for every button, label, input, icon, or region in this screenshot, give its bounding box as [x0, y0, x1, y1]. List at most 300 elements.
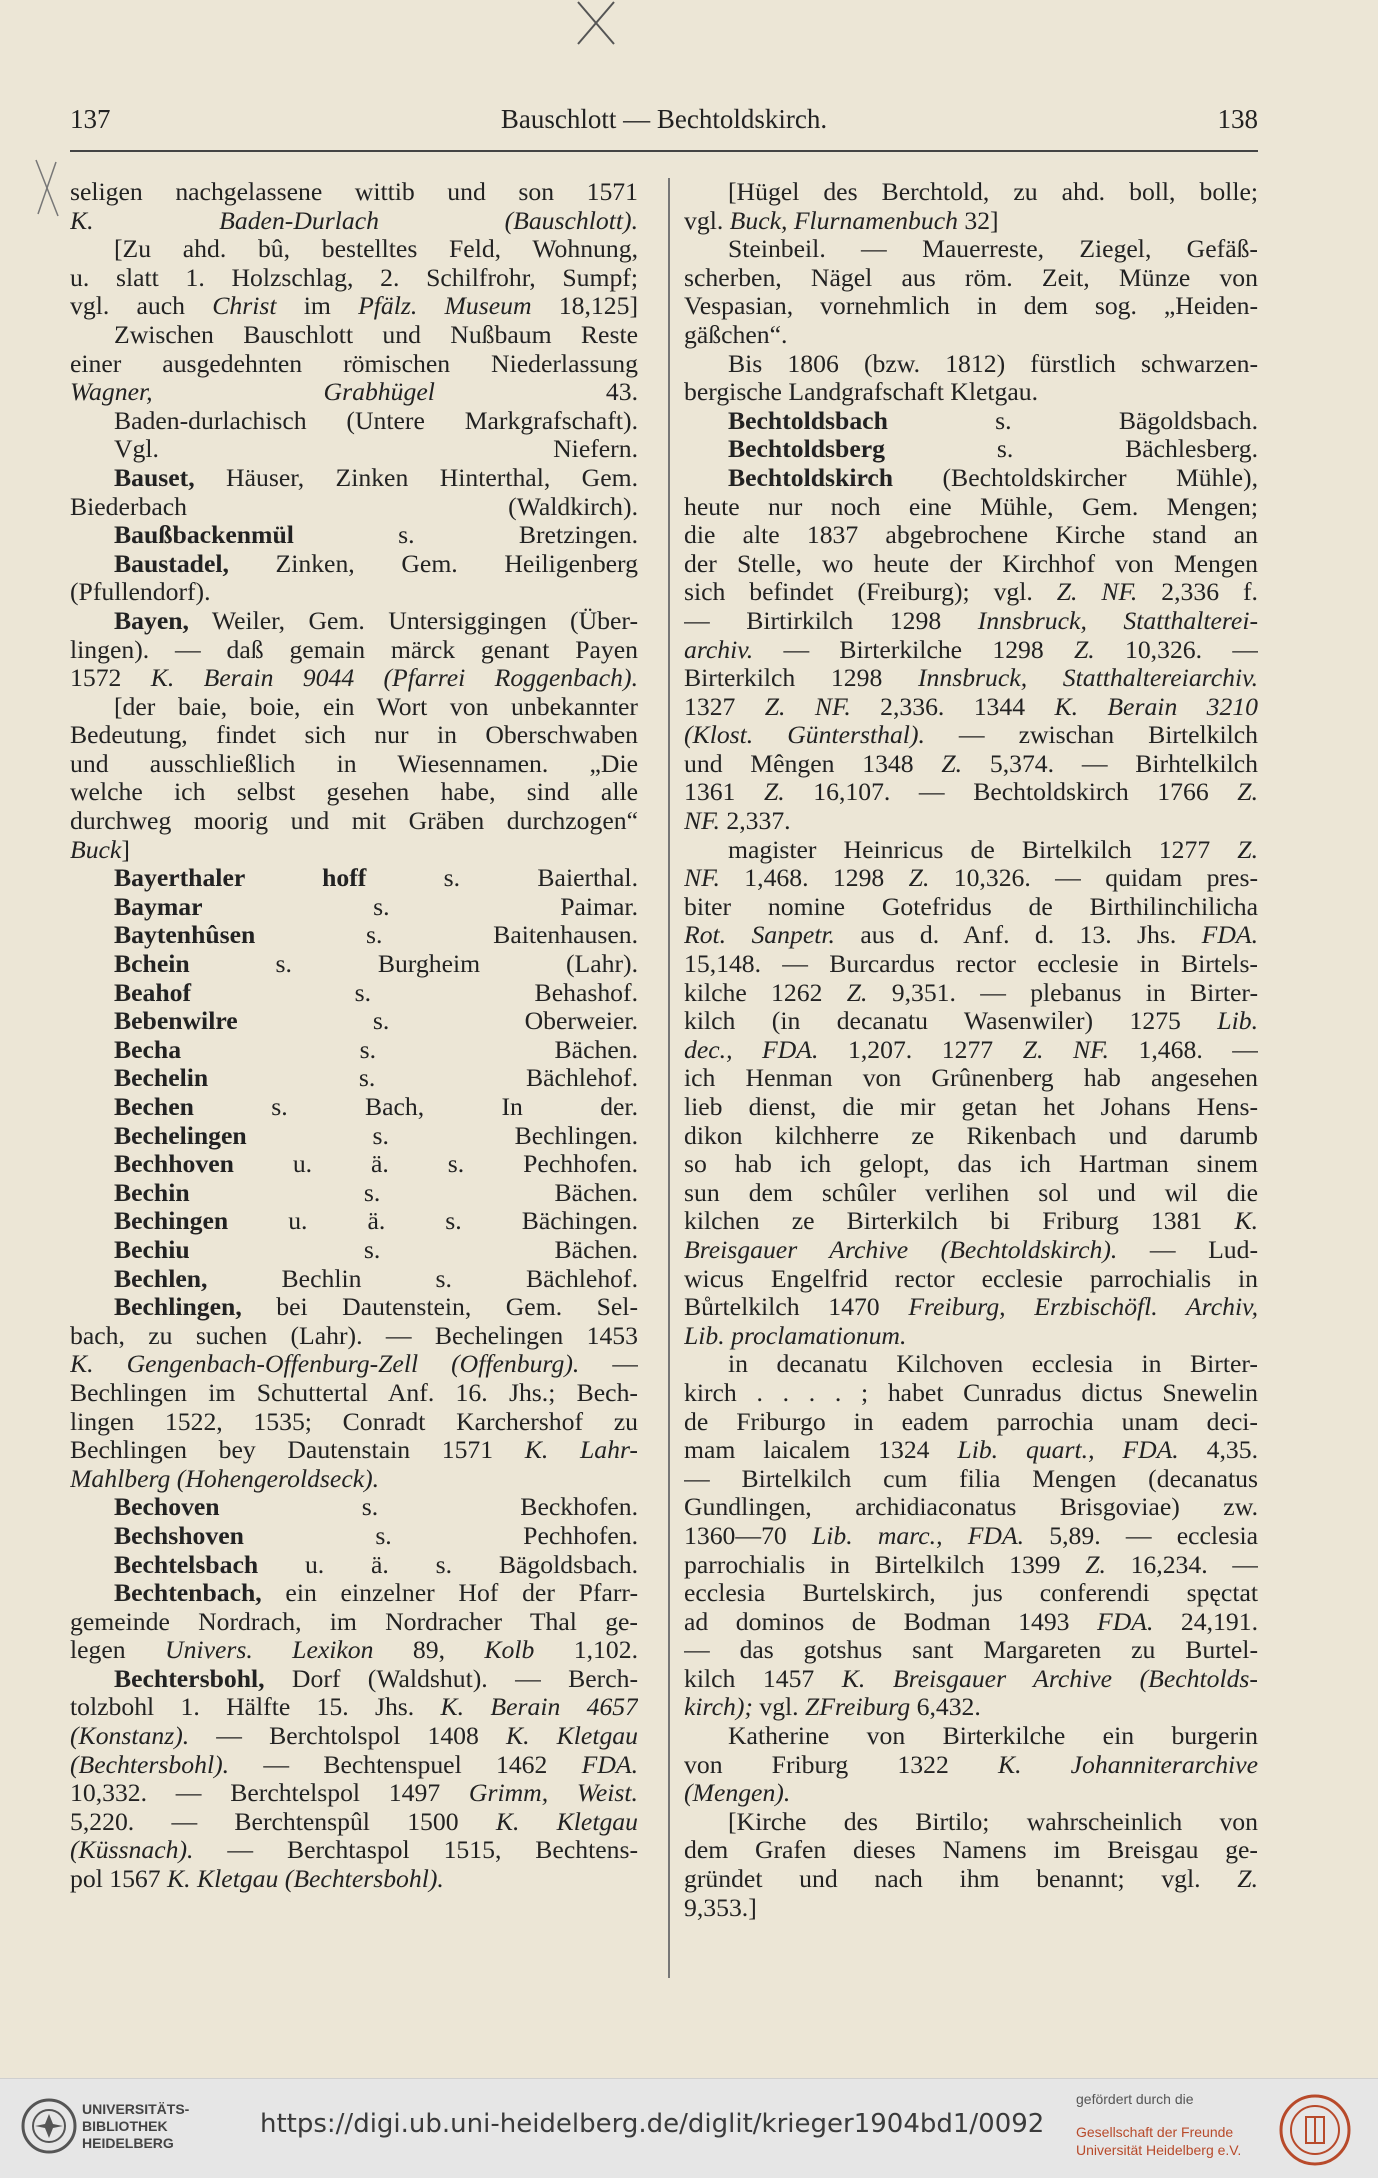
text-span: pol 1567	[70, 1865, 168, 1894]
text-line	[684, 521, 1258, 550]
text-line	[684, 1122, 1258, 1151]
text-span: 89,	[373, 1636, 485, 1665]
text-span: kilch 1457	[684, 1664, 842, 1693]
text-line	[70, 750, 638, 779]
text-span: Vgl. Niefern.	[114, 435, 638, 464]
entry-headword: Bayen,	[114, 606, 189, 635]
text-line	[684, 750, 1258, 779]
text-span: 5,220. — Berchtenspûl 1500	[70, 1807, 496, 1836]
source-citation: Z.	[846, 978, 868, 1007]
text-span: [der baie, boie, ein Wort von unbekannter	[114, 692, 638, 721]
text-span: — Lud-	[1117, 1235, 1258, 1264]
text-line	[684, 893, 1258, 922]
text-span: ad dominos de Bodman 1493	[684, 1607, 1098, 1636]
library-seal-icon	[20, 2097, 78, 2155]
entry-headword: Bechtelsbach	[114, 1550, 259, 1579]
university-seal-icon	[1278, 2093, 1352, 2167]
header-title: Bauschlott — Bechtoldskirch.	[500, 104, 828, 134]
text-line	[684, 950, 1258, 979]
source-citation: K. Berain 3210	[1054, 692, 1258, 721]
text-span: (Bechtoldskircher Mühle),	[893, 463, 1258, 492]
text-span: Häuser, Zinken Hinterthal, Gem.	[194, 463, 638, 492]
text-span: Bechlin s. Bächlehof.	[207, 1264, 638, 1293]
text-line	[684, 636, 1258, 665]
source-citation: Z. NF.	[1022, 1035, 1109, 1064]
text-line	[70, 1493, 638, 1522]
text-line	[70, 1865, 638, 1894]
text-span: 16,107. — Bechtoldskirch 1766	[784, 778, 1238, 807]
text-span: s. Beckhofen.	[219, 1493, 638, 1522]
text-span: Biederbach (Waldkirch).	[70, 492, 638, 521]
text-line	[684, 864, 1258, 893]
source-citation: Breisgauer Archive (Bechtoldskirch).	[684, 1235, 1118, 1264]
text-span: bei Dautenstein, Gem. Sel-	[241, 1293, 638, 1322]
library-name: UNIVERSITÄTS- BIBLIOTHEK HEIDELBERG	[82, 2101, 190, 2151]
text-line	[70, 1579, 638, 1608]
text-line	[684, 1265, 1258, 1294]
page-number-left: 137	[70, 104, 111, 134]
source-citation: Z.	[1237, 835, 1258, 864]
text-line	[70, 721, 638, 750]
text-line	[684, 1779, 1258, 1808]
text-span: s. Burgheim (Lahr).	[189, 950, 638, 979]
text-span: Bechlingen im Schuttertal Anf. 16. Jhs.; Bech-	[70, 1378, 638, 1407]
text-line	[70, 1522, 638, 1551]
text-span: 9,353.]	[684, 1893, 757, 1922]
right-column	[684, 178, 1258, 1922]
text-line	[70, 1665, 638, 1694]
entry-headword: Bechtoldskirch	[728, 463, 894, 492]
text-line	[70, 1179, 638, 1208]
text-span: 1572	[70, 664, 151, 693]
text-line	[684, 1493, 1258, 1522]
text-line	[684, 1836, 1258, 1865]
source-citation: (Konstanz).	[70, 1722, 190, 1751]
text-span: — Birtirkilch 1298	[684, 606, 978, 635]
text-span: de Friburgo in eadem parrochia unam deci-	[684, 1407, 1258, 1436]
text-span: ich Henman von Grûnenberg hab angesehen	[684, 1064, 1258, 1093]
text-line	[684, 464, 1258, 493]
text-span: ecclesia Burtelskirch, jus conferendi spęctat	[684, 1579, 1258, 1608]
text-span: [Hügel des Berchtold, zu ahd. boll, bolle;	[728, 178, 1258, 206]
text-line	[70, 550, 638, 579]
text-line	[70, 664, 638, 693]
text-span: 5,374. — Birhtelkilch	[962, 749, 1258, 778]
source-citation: Rot. Sanpetr.	[684, 921, 835, 950]
text-span: —	[579, 1350, 638, 1379]
text-line	[684, 1465, 1258, 1494]
source-citation: K. Kletgau (Bechtersbohl).	[167, 1865, 444, 1894]
text-line	[684, 921, 1258, 950]
entry-headword: Bechiu	[114, 1235, 190, 1264]
text-span: vgl.	[752, 1693, 806, 1722]
left-column	[70, 178, 638, 1894]
text-span: s. Bächen.	[189, 1178, 638, 1207]
text-line	[70, 493, 638, 522]
text-span: s. Bägoldsbach.	[887, 406, 1258, 435]
text-span: u. ä. s. Bächingen.	[228, 1207, 638, 1236]
entry-headword: Bechtersbohl,	[114, 1664, 265, 1693]
text-span: sich befindet (Freiburg); vgl.	[684, 578, 1057, 607]
text-span: heute nur noch eine Mühle, Gem. Mengen;	[684, 492, 1258, 521]
entry-headword: Bechhoven	[114, 1150, 234, 1179]
text-span: Katherine von Birterkilche ein burgerin	[728, 1722, 1258, 1751]
text-line	[70, 1350, 638, 1379]
text-line	[684, 1036, 1258, 1065]
entry-headword: Bechen	[114, 1093, 194, 1121]
text-span: — das gotshus sant Margareten zu Burtel-	[684, 1636, 1258, 1665]
text-span: Bis 1806 (bzw. 1812) fürstlich schwarzen-	[728, 349, 1258, 378]
permalink-url[interactable]: https://digi.ub.uni-heidelberg.de/diglit/krieger1904bd1/0092	[260, 2109, 1045, 2139]
source-citation: kirch);	[684, 1693, 753, 1722]
text-span: — Birterkilche 1298	[753, 635, 1074, 664]
text-line	[70, 435, 638, 464]
text-span: s. Bechlingen.	[246, 1121, 638, 1150]
text-span: scherben, Nägel aus röm. Zeit, Münze von	[684, 263, 1258, 292]
text-span: 4,35.	[1178, 1436, 1258, 1465]
text-span: lingen). — daß gemain märck genant Payen	[70, 635, 638, 664]
entry-headword: Bechelingen	[114, 1121, 247, 1150]
source-citation: Innsbruck, Statthaltereiarchiv.	[917, 664, 1258, 693]
text-line	[70, 607, 638, 636]
source-citation: K. Baden-Durlach (Bauschlott).	[70, 206, 638, 235]
text-line	[684, 1293, 1258, 1322]
text-span: vgl.	[684, 206, 730, 235]
text-line	[70, 521, 638, 550]
text-span: 15,148. — Burcardus rector ecclesie in Birtels-	[684, 950, 1258, 979]
source-citation: FDA.	[1097, 1607, 1154, 1636]
text-line	[70, 464, 638, 493]
source-citation: Lib. marc., FDA.	[811, 1521, 1025, 1550]
text-span: s. Bächen.	[189, 1235, 638, 1264]
source-citation: (Bechtersbohl).	[70, 1750, 230, 1779]
text-line	[684, 1665, 1258, 1694]
text-span: Birterkilch 1298	[684, 664, 918, 693]
source-citation: Z. NF.	[764, 692, 851, 721]
text-line	[684, 235, 1258, 264]
text-span: von Friburg 1322	[684, 1750, 998, 1779]
text-line	[70, 1465, 638, 1494]
text-span: durchweg moorig und mit Gräben durchzogen“	[70, 807, 638, 836]
source-citation: Z. NF.	[1056, 578, 1138, 607]
header-rule	[70, 150, 1258, 152]
entry-headword: Bechtoldsberg	[728, 435, 885, 464]
text-line	[684, 1808, 1258, 1837]
text-span: 1327	[684, 692, 765, 721]
entry-headword: Bechshoven	[114, 1521, 244, 1550]
text-line	[684, 407, 1258, 436]
source-citation: FDA.	[581, 1750, 638, 1779]
text-span: 1,468. 1298	[719, 864, 909, 893]
source-citation: Freiburg, Erzbischöfl. Archiv,	[908, 1293, 1258, 1322]
text-span: — Birtelkilch cum filia Mengen (decanatus	[684, 1464, 1258, 1493]
text-line	[70, 950, 638, 979]
source-citation: K. Kletgau	[505, 1722, 638, 1751]
source-citation: Buck	[70, 835, 122, 864]
source-citation: K.	[1234, 1207, 1258, 1236]
text-span: Bůrtelkilch 1470	[684, 1293, 909, 1322]
entry-headword: Bchein	[114, 950, 190, 979]
source-citation: Innsbruck, Statthalterei-	[977, 606, 1258, 635]
text-span: einer ausgedehnten römischen Niederlassung	[70, 349, 638, 378]
text-line	[70, 1722, 638, 1751]
source-citation: Z.	[1237, 778, 1258, 807]
text-line	[70, 864, 638, 893]
text-line	[684, 350, 1258, 379]
source-citation: Kolb	[484, 1636, 535, 1665]
text-span: dikon kilchherre ze Rikenbach und darumb	[684, 1121, 1258, 1150]
text-span: Dorf (Waldshut). — Berch-	[264, 1664, 638, 1693]
entry-headword: Bechingen	[114, 1207, 229, 1236]
text-span: 9,351. — plebanus in Birter-	[867, 978, 1258, 1007]
text-span: Zinken, Gem. Heiligenberg	[228, 549, 638, 578]
text-span: so hab ich gelopt, das ich Hartman sinem	[684, 1150, 1258, 1179]
footer-bar	[0, 2078, 1378, 2178]
text-span: — Berchtaspol 1515, Bechtens-	[193, 1836, 638, 1865]
text-line	[70, 1808, 638, 1837]
source-citation: K. Breisgauer Archive (Bechtolds-	[841, 1664, 1258, 1693]
text-span: s. Pechhofen.	[243, 1521, 638, 1550]
text-span: s. Paimar.	[202, 892, 638, 921]
text-line	[684, 493, 1258, 522]
source-citation: Univers. Lexikon	[165, 1636, 374, 1665]
text-span: 16,234. —	[1105, 1550, 1258, 1579]
text-span: — zwischan Birtelkilch	[924, 721, 1258, 750]
text-line	[684, 207, 1258, 236]
source-citation: Pfälz. Museum	[358, 292, 532, 321]
text-line	[684, 721, 1258, 750]
text-span: lingen 1522, 1535; Conradt Karchershof zu	[70, 1407, 638, 1436]
text-span: s. Bächlesberg.	[884, 435, 1258, 464]
text-span: 2,336. 1344	[850, 692, 1055, 721]
text-span: Bechlingen bey Dautenstain 1571	[70, 1436, 525, 1465]
text-line	[70, 321, 638, 350]
text-line	[684, 807, 1258, 836]
text-span: [Kirche des Birtilo; wahrscheinlich von	[728, 1807, 1258, 1836]
funded-by-label: gefördert durch die	[1076, 2091, 1194, 2107]
source-citation: Z.	[941, 749, 963, 778]
entry-headword: Bechtenbach,	[114, 1579, 262, 1608]
source-citation: FDA.	[1201, 921, 1258, 950]
text-line	[684, 664, 1258, 693]
text-span: kirch . . . . ; habet Cunradus dictus Snewelin	[684, 1378, 1258, 1407]
text-line	[70, 807, 638, 836]
source-citation: Mahlberg (Hohengeroldseck).	[70, 1464, 380, 1493]
text-line	[70, 693, 638, 722]
text-span: — Bechtenspuel 1462	[229, 1750, 582, 1779]
text-line	[684, 1551, 1258, 1580]
text-span: sun dem schûler verlihen sol und wil die	[684, 1178, 1258, 1207]
text-line	[70, 1265, 638, 1294]
text-span: in decanatu Kilchoven ecclesia in Birter-	[728, 1350, 1258, 1379]
text-span: s. Baierthal.	[366, 864, 638, 893]
text-line	[684, 607, 1258, 636]
text-span: 10,326. —	[1094, 635, 1258, 664]
text-line	[70, 1236, 638, 1265]
text-span: — Berchtolspol 1408	[189, 1722, 506, 1751]
text-line	[70, 264, 638, 293]
text-line	[684, 1379, 1258, 1408]
text-span: 32]	[957, 206, 999, 235]
source-citation: K. Berain 4657	[440, 1693, 638, 1722]
text-line	[684, 1093, 1258, 1122]
text-span: Weiler, Gem. Untersiggingen (Über-	[188, 606, 638, 635]
text-line	[70, 350, 638, 379]
text-line	[70, 921, 638, 950]
text-line	[684, 1894, 1258, 1923]
text-span: gemeinde Nordrach, im Nordracher Thal ge-	[70, 1607, 638, 1636]
text-span: s. Bächlehof.	[208, 1064, 638, 1093]
text-span: bach, zu suchen (Lahr). — Bechelingen 1453	[70, 1321, 638, 1350]
source-citation: K. Gengenbach-Offenburg-Zell (Offenburg).	[70, 1350, 580, 1379]
source-citation: Lib. quart., FDA.	[957, 1436, 1179, 1465]
text-line	[70, 1064, 638, 1093]
text-line	[70, 778, 638, 807]
text-span: s. Bach, In der.	[193, 1093, 638, 1121]
text-line	[70, 1007, 638, 1036]
text-line	[70, 407, 638, 436]
text-line	[684, 1236, 1258, 1265]
text-span: biter nomine Gotefridus de Birthilinchilicha	[684, 892, 1258, 921]
text-line	[684, 1579, 1258, 1608]
text-line	[684, 1865, 1258, 1894]
text-span: u. ä. s. Pechhofen.	[233, 1150, 638, 1179]
text-span: gründet und nach ihm benannt; vgl.	[684, 1865, 1238, 1894]
text-line	[70, 1436, 638, 1465]
text-span: Baden-durlachisch (Untere Markgrafschaft).	[114, 406, 638, 435]
text-span: 1360—70	[684, 1521, 812, 1550]
text-span: ]	[121, 835, 130, 864]
text-span: bergische Landgrafschaft Kletgau.	[684, 378, 1039, 407]
text-span: ein einzelner Hof der Pfarr-	[261, 1579, 638, 1608]
text-span: der Stelle, wo heute der Kirchhof von Mengen	[684, 549, 1258, 578]
text-line	[70, 1751, 638, 1780]
text-line	[70, 1036, 638, 1065]
text-span: aus d. Anf. d. 13. Jhs.	[834, 921, 1202, 950]
text-span: welche ich selbst gesehen habe, sind alle	[70, 778, 638, 807]
source-citation: (Mengen).	[684, 1779, 791, 1808]
text-line	[684, 1522, 1258, 1551]
text-span: s. Behashof.	[191, 978, 638, 1007]
entry-headword: Bechelin	[114, 1064, 209, 1093]
text-line	[684, 321, 1258, 350]
text-line	[684, 1722, 1258, 1751]
text-span: 18,125]	[531, 292, 638, 321]
text-span: 1,468. —	[1108, 1035, 1258, 1064]
text-line	[684, 1064, 1258, 1093]
text-span: Vespasian, vornehmlich in dem sog. „Heiden-	[684, 292, 1258, 321]
text-span: 5,89. — ecclesia	[1024, 1521, 1258, 1550]
text-line	[70, 235, 638, 264]
source-citation: dec., FDA.	[684, 1035, 819, 1064]
text-span: 10,326. — quidam pres-	[929, 864, 1258, 893]
source-citation: ZFreiburg	[805, 1693, 911, 1722]
text-span: 24,191.	[1153, 1607, 1258, 1636]
text-line	[70, 207, 638, 236]
text-line	[684, 1350, 1258, 1379]
text-line	[684, 1436, 1258, 1465]
text-span: und ausschließlich in Wiesennamen. „Die	[70, 749, 638, 778]
text-span: und Mêngen 1348	[684, 749, 942, 778]
text-span: lieb dienst, die mir getan het Johans Hens-	[684, 1093, 1258, 1121]
text-span: wicus Engelfrid rector ecclesie parrochialis in	[684, 1264, 1258, 1293]
source-citation: Grimm, Weist.	[468, 1779, 638, 1808]
text-span: u. ä. s. Bägoldsbach.	[258, 1550, 638, 1579]
text-span: 6,432.	[910, 1693, 981, 1722]
source-citation: Z.	[763, 778, 785, 807]
text-span: kilche 1262	[684, 978, 847, 1007]
text-line	[684, 378, 1258, 407]
running-header	[70, 104, 1258, 144]
text-line	[684, 1693, 1258, 1722]
text-line	[70, 292, 638, 321]
source-citation: Christ	[212, 292, 277, 321]
text-line	[70, 1551, 638, 1580]
text-span: 43.	[434, 378, 638, 407]
text-span: Steinbeil. — Mauerreste, Ziegel, Gefäß-	[728, 235, 1258, 264]
source-citation: K. Berain 9044 (Pfarrei Roggenbach).	[150, 664, 638, 693]
text-span: seligen nachgelassene wittib und son 1571	[70, 178, 638, 206]
text-line	[70, 1836, 638, 1865]
text-span: s. Oberweier.	[237, 1007, 638, 1036]
text-span: kilchen ze Birterkilch bi Friburg 1381	[684, 1207, 1235, 1236]
text-span: s. Bächen.	[181, 1035, 638, 1064]
text-line	[684, 693, 1258, 722]
entry-headword: Bebenwilre	[114, 1007, 238, 1036]
text-span: 2,337.	[719, 807, 791, 836]
text-line	[70, 1293, 638, 1322]
text-line	[684, 435, 1258, 464]
text-line	[70, 378, 638, 407]
text-line	[684, 178, 1258, 207]
page-number-right: 138	[1217, 104, 1258, 134]
source-citation: K. Lahr-	[524, 1436, 638, 1465]
text-span: mam laicalem 1324	[684, 1436, 958, 1465]
source-citation: (Küssnach).	[70, 1836, 194, 1865]
text-line	[70, 636, 638, 665]
text-line	[70, 1207, 638, 1236]
source-citation: Lib. proclamationum.	[684, 1321, 907, 1350]
text-line	[684, 1322, 1258, 1351]
text-line	[70, 836, 638, 865]
entry-headword: Beahof	[114, 978, 192, 1007]
text-span: die alte 1837 abgebrochene Kirche stand an	[684, 521, 1258, 550]
entry-headword: Bayerthaler hoff	[114, 864, 367, 893]
entry-headword: Baymar	[114, 892, 203, 921]
text-span: s. Bretzingen.	[293, 521, 638, 550]
text-line	[70, 1408, 638, 1437]
entry-headword: Bechin	[114, 1178, 190, 1207]
text-line	[684, 1207, 1258, 1236]
text-line	[70, 578, 638, 607]
text-span: Zwischen Bauschlott und Nußbaum Reste	[114, 320, 638, 349]
text-span: (Pfullendorf).	[70, 578, 211, 607]
text-span: magister Heinricus de Birtelkilch 1277	[728, 835, 1238, 864]
text-span: 1361	[684, 778, 764, 807]
source-citation: NF.	[684, 864, 720, 893]
text-line	[70, 1122, 638, 1151]
entry-headword: Baytenhûsen	[114, 921, 256, 950]
source-citation: Wagner, Grabhügel	[70, 378, 435, 407]
text-line	[70, 1608, 638, 1637]
entry-headword: Bechlen,	[114, 1264, 208, 1293]
text-line	[684, 1636, 1258, 1665]
text-line	[684, 778, 1258, 807]
funder-name: Gesellschaft der Freunde Universität Heidelberg e.V.	[1076, 2124, 1242, 2158]
source-citation: archiv.	[684, 635, 754, 664]
source-citation: Z.	[1074, 635, 1095, 664]
source-citation: Z.	[1085, 1550, 1106, 1579]
